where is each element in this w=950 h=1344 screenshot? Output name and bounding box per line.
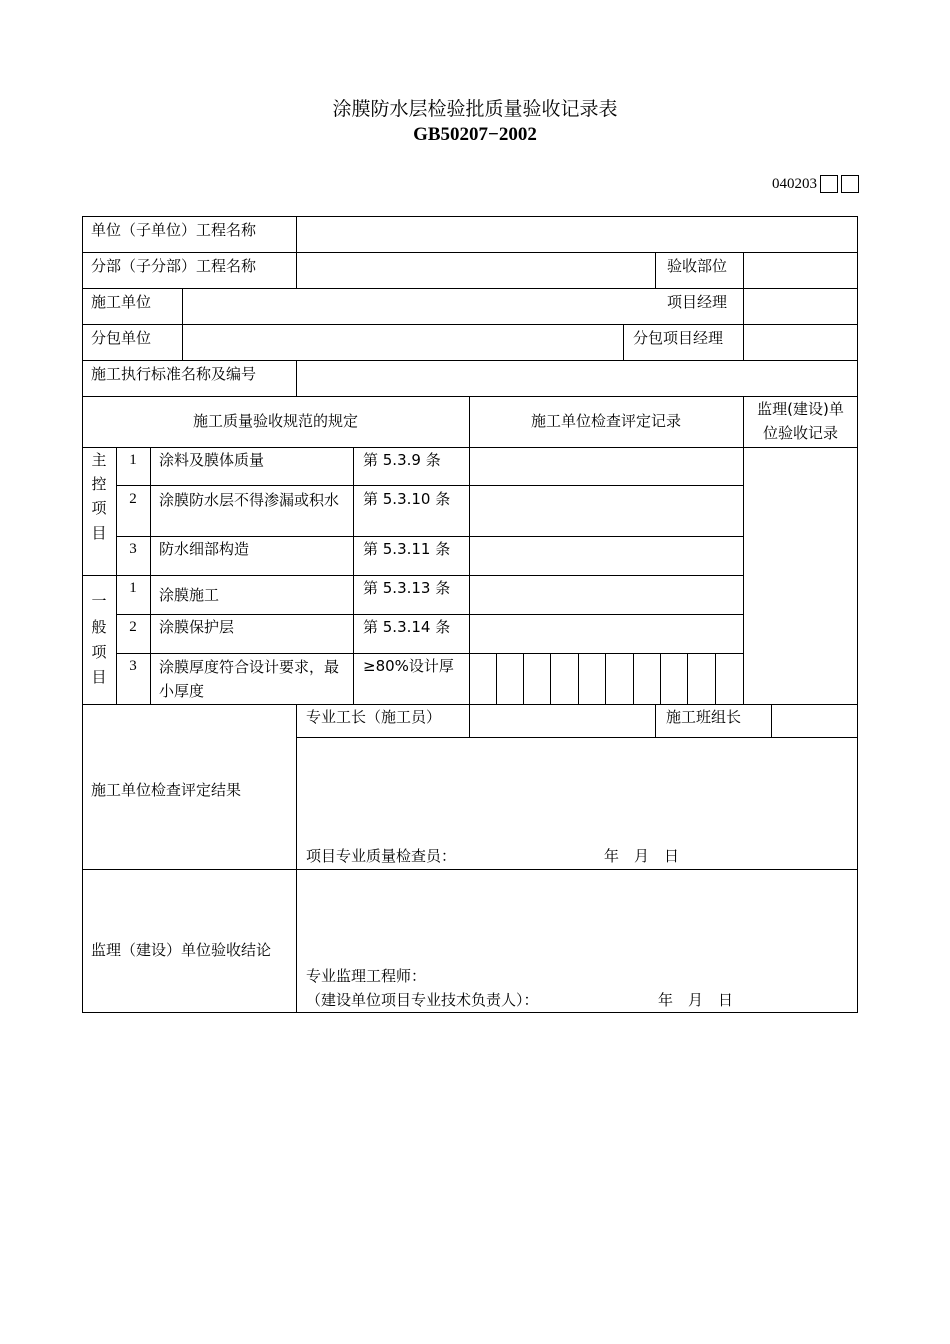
general-item-1-clause: 第 5.3.13 条: [363, 579, 451, 597]
standard-name-label: 施工执行标准名称及编号: [91, 365, 257, 383]
general-label-4: 目: [91, 668, 107, 686]
main-item-3-no: 3: [129, 541, 137, 557]
supervision-engineer-label: 专业监理工程师：: [306, 967, 427, 985]
standard-code: GB50207−2002: [413, 124, 537, 145]
main-item-1-no: 1: [129, 452, 137, 468]
form-code: [772, 174, 859, 194]
main-control-label-2: 控: [91, 475, 107, 493]
subcontract-manager-label: 分包项目经理: [633, 329, 724, 347]
supervision-column-header-line1: 监理(建设)单: [757, 400, 844, 418]
general-item-2-no: 2: [129, 619, 137, 635]
acceptance-part-label: 验收部位: [667, 257, 728, 275]
general-item-2-name: 涂膜保护层: [159, 618, 235, 636]
code-box-2[interactable]: [841, 175, 859, 193]
general-label-1: 一: [91, 592, 107, 610]
supervision-column-header-line2: 位验收记录: [762, 424, 838, 442]
main-item-3-name: 防水细部构造: [159, 540, 250, 558]
main-control-label-1: 主: [91, 451, 107, 469]
division-project-label: 分部（子分部）工程名称: [91, 257, 257, 275]
main-item-1-name: 涂料及膜体质量: [159, 451, 265, 469]
unit-project-label: 单位（子单位）工程名称: [91, 221, 257, 239]
main-item-2-clause: 第 5.3.10 条: [363, 490, 451, 508]
form-title: 涂膜防水层检验批质量验收记录表: [332, 98, 618, 120]
main-control-label-4: 目: [91, 524, 107, 542]
general-item-2-clause: 第 5.3.14 条: [363, 618, 451, 636]
subcontract-unit-label: 分包单位: [91, 329, 152, 347]
tech-lead-label: （建设单位项目专业技术负责人）：: [306, 991, 539, 1009]
main-control-label-3: 项: [91, 499, 107, 517]
general-item-1-name: 涂膜施工: [159, 586, 220, 604]
general-label-3: 项: [91, 643, 107, 661]
construction-unit-label: 施工单位: [91, 293, 152, 311]
foreman-label: 专业工长（施工员）: [306, 708, 442, 726]
code-box-1[interactable]: [820, 175, 838, 193]
general-item-3-no: 3: [129, 658, 137, 674]
general-item-3-name: 涂膜厚度符合设计要求，最小厚度: [159, 658, 340, 700]
general-item-1-no: 1: [129, 580, 137, 596]
general-label-2: 般: [91, 618, 107, 636]
main-item-2-no: 2: [129, 491, 137, 507]
general-item-3-clause: ≥80%设计厚: [363, 657, 454, 675]
main-item-2-name: 涂膜防水层不得渗漏或积水: [159, 491, 340, 509]
supervision-date: 年 月 日: [658, 991, 734, 1009]
project-manager-label: 项目经理: [667, 293, 728, 311]
main-item-1-clause: 第 5.3.9 条: [363, 451, 441, 469]
supervision-result-label: 监理（建设）单位验收结论: [91, 941, 272, 959]
acceptance-table: [82, 216, 858, 1013]
construction-result-label: 施工单位检查评定结果: [91, 781, 242, 799]
quality-inspector-label: 项目专业质量检查员：: [306, 847, 457, 865]
form-code-number: 040203: [772, 176, 817, 192]
spec-column-header: 施工质量验收规范的规定: [192, 412, 358, 430]
team-leader-label: 施工班组长: [666, 708, 742, 726]
check-record-column-header: 施工单位检查评定记录: [530, 412, 681, 430]
construction-date: 年 月 日: [604, 847, 680, 865]
main-item-3-clause: 第 5.3.11 条: [363, 540, 451, 558]
